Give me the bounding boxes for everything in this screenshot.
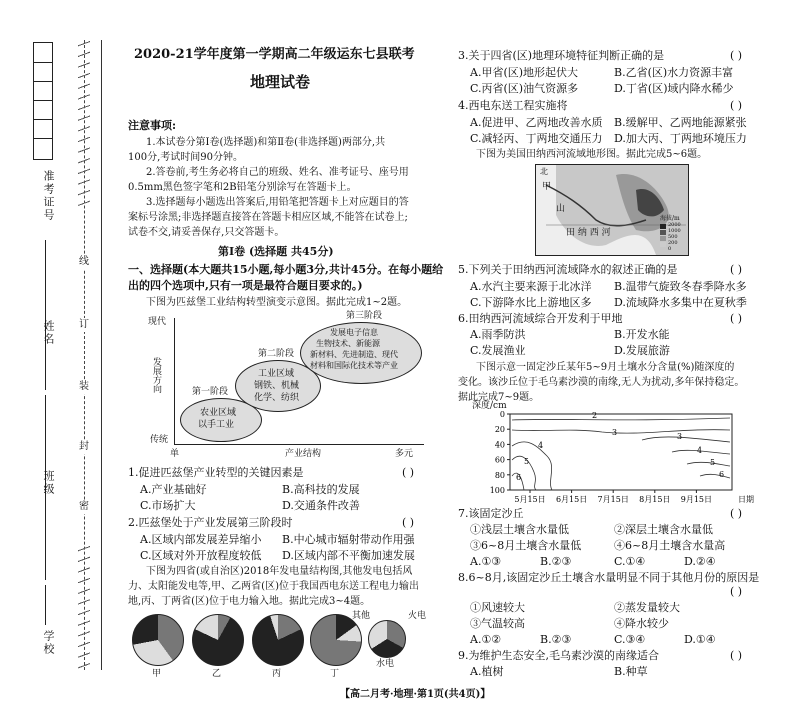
notice-line-4: 0.5mm黑色签字笔和2B铅笔分别涂写在答题卡上。 bbox=[128, 182, 357, 193]
q8-statement-4: ④降水较少 bbox=[614, 617, 669, 630]
pie-label-bing: 丙 bbox=[272, 669, 282, 679]
q3-option-b[interactable]: B.乙省(区)水力资源丰富 bbox=[614, 66, 734, 79]
q8-stem: 8.6~8月,该固定沙丘土壤含水量明显不同于其他月份的原因是 bbox=[458, 571, 760, 584]
q2-option-d[interactable]: D.区域内部不平衡加速发展 bbox=[282, 549, 415, 562]
intro-q1: 下图为匹兹堡工业结构转型演变示意图。据此完成1~2题。 bbox=[146, 297, 408, 308]
q9-option-b[interactable]: B.种草 bbox=[614, 665, 648, 678]
q6-option-a[interactable]: A.雨季防洪 bbox=[470, 328, 526, 341]
pie-label-jia: 甲 bbox=[152, 669, 162, 679]
q3-option-d[interactable]: D.丁省(区)域内降水稀少 bbox=[614, 82, 734, 95]
fig1-stage2-text-3: 化学、纺织 bbox=[254, 393, 300, 403]
q2-option-c[interactable]: C.区域对外开放程度较低 bbox=[140, 549, 262, 562]
contour-line bbox=[642, 437, 730, 442]
fig1-stage3-text-2: 生物技术、新能源 bbox=[316, 339, 380, 348]
fig1-stage2-text-2: 钢铁、机械 bbox=[254, 381, 300, 391]
page-footer: 【高二月考·地理·第1页(共4页)】 bbox=[340, 689, 491, 700]
subject-title: 地理试卷 bbox=[250, 73, 311, 91]
q6-option-b[interactable]: B.开发水能 bbox=[614, 328, 670, 341]
id-number-label: 准考证号 bbox=[42, 170, 55, 222]
q5-answer-paren[interactable]: ( ) bbox=[730, 263, 743, 276]
id-number-boxes[interactable] bbox=[33, 42, 53, 160]
contour-value-label: 4 bbox=[697, 446, 703, 455]
map-legend-1000: 1000 bbox=[668, 228, 681, 234]
chart-x-tick-label: 6月15日 bbox=[555, 495, 588, 504]
map-legend-2000: 2000 bbox=[668, 222, 681, 228]
binding-border-line bbox=[101, 40, 102, 670]
chart-x-tick-label: 8月15日 bbox=[639, 495, 671, 504]
map-legend-title: 海拔/m bbox=[660, 215, 680, 222]
seal-char-xian: 线 bbox=[79, 256, 89, 267]
fig1-stage2-text-1: 工业区域 bbox=[258, 369, 295, 379]
pie-legend-other: 其他 bbox=[352, 611, 371, 621]
q7-option-a[interactable]: A.①③ bbox=[470, 555, 502, 568]
chart-y-tick-label: 0 bbox=[499, 410, 505, 419]
contour-value-label: 5 bbox=[710, 458, 716, 467]
fig1-stage3-text-1: 发展电子信息 bbox=[330, 328, 378, 337]
contour-line bbox=[700, 474, 730, 478]
q1-option-b[interactable]: B.高科技的发展 bbox=[282, 483, 360, 496]
q8-option-b[interactable]: B.②③ bbox=[540, 633, 572, 646]
chart-y-tick-label: 20 bbox=[494, 425, 505, 435]
q7-statement-3: ③6~8月土壤含水量低 bbox=[470, 539, 582, 552]
fig1-x-right: 多元 bbox=[395, 449, 414, 459]
contour-value-label: 5 bbox=[524, 457, 530, 466]
fig1-y-axis bbox=[174, 318, 175, 444]
notice-line-7: 试卷不交,请妥善保存,只交答题卡。 bbox=[128, 227, 285, 238]
pie-label-ding: 丁 bbox=[330, 669, 340, 679]
notice-line-2: 100分,考试时间90分钟。 bbox=[128, 152, 243, 163]
seal-slashes-top bbox=[78, 40, 90, 210]
chart-ylabel: 深度/cm bbox=[472, 401, 507, 411]
pie-yi bbox=[192, 614, 244, 666]
q4-option-a[interactable]: A.促进甲、乙两地改善水质 bbox=[470, 116, 603, 129]
fig1-stage1-text-1: 农业区域 bbox=[200, 408, 237, 418]
map-label-shan: 山 bbox=[556, 204, 566, 214]
q1-answer-paren[interactable]: ( ) bbox=[402, 466, 415, 479]
q2-answer-paren[interactable]: ( ) bbox=[402, 516, 415, 529]
soil-moisture-chart bbox=[472, 401, 772, 510]
notice-line-5: 3.选择题每小题选出答案后,用铅笔把答题卡上对应题目的答 bbox=[146, 197, 409, 208]
chart-y-tick-label: 40 bbox=[494, 440, 505, 450]
map-label-river: 田 纳 西 河 bbox=[566, 228, 611, 238]
school-label: 学校 bbox=[42, 630, 55, 656]
q4-option-d[interactable]: D.加大丙、丁两地环境压力 bbox=[614, 132, 747, 145]
q4-option-c[interactable]: C.减轻丙、丁两地交通压力 bbox=[470, 132, 603, 145]
contour-line bbox=[512, 430, 730, 433]
intro-q3-line-2: 力、太阳能发电等,甲、乙两省(区)位于我国西电东送工程电力输出 bbox=[128, 581, 419, 592]
contour-line bbox=[512, 418, 730, 420]
fig1-pittsburgh bbox=[140, 312, 430, 462]
name-label: 姓名 bbox=[42, 320, 55, 346]
q9-answer-paren[interactable]: ( ) bbox=[730, 649, 743, 662]
q6-option-d[interactable]: D.发展旅游 bbox=[614, 344, 670, 357]
notice-line-6: 案标号涂黑;非选择题直接答在答题卡相应区域,不能答在试卷上; bbox=[128, 212, 408, 223]
q4-stem: 4.西电东送工程实施将 bbox=[458, 99, 568, 112]
q8-option-a[interactable]: A.①② bbox=[470, 633, 502, 646]
q9-stem: 9.为维护生态安全,毛乌素沙漠的南缘适合 bbox=[458, 649, 659, 662]
q8-statement-1: ①风速较大 bbox=[470, 601, 525, 614]
intro-q7-line-1: 下图示意一固定沙丘某年5~9月土壤水分含量(%)随深度的 bbox=[476, 362, 735, 373]
q5-option-b[interactable]: B.温带气旋致冬春季降水多 bbox=[614, 280, 747, 293]
q3-option-c[interactable]: C.丙省(区)油气资源多 bbox=[470, 82, 579, 95]
q8-answer-paren[interactable]: ( ) bbox=[730, 585, 743, 598]
fig1-stage1-text-2: 以手工业 bbox=[198, 420, 235, 430]
map-label-jia: 甲 bbox=[542, 182, 552, 192]
intro-q3-line-3: 地,丙、丁两省(区)位于电力输入地。据此完成3~4题。 bbox=[128, 596, 371, 607]
q4-option-b[interactable]: B.缓解甲、乙两地能源紧张 bbox=[614, 116, 747, 129]
seal-char-zhuang: 装 bbox=[79, 381, 89, 392]
q8-option-c[interactable]: C.③④ bbox=[614, 633, 646, 646]
q5-option-c[interactable]: C.下游降水比上游地区多 bbox=[470, 296, 592, 309]
chart-x-end-label: 日期 bbox=[738, 495, 754, 504]
fig1-stage2-label: 第二阶段 bbox=[258, 349, 295, 359]
pie-legend-fire: 火电 bbox=[408, 611, 427, 621]
seal-slashes-bottom bbox=[78, 545, 90, 670]
q2-option-b[interactable]: B.中心城市辐射带动作用强 bbox=[282, 533, 415, 546]
chart-x-tick-label: 5月15日 bbox=[514, 495, 546, 504]
q3-stem: 3.关于四省(区)地理环境特征判断正确的是 bbox=[458, 49, 665, 62]
section-line-1: 一、选择题(本大题共15小题,每小题3分,共计45分。在每小题给 bbox=[128, 263, 444, 276]
chart-y-tick-label: 80 bbox=[494, 470, 505, 480]
q8-option-d[interactable]: D.①④ bbox=[684, 633, 716, 646]
q5-option-a[interactable]: A.水汽主要来源于北冰洋 bbox=[470, 280, 592, 293]
q1-stem: 1.促进匹兹堡产业转型的关键因素是 bbox=[128, 466, 304, 479]
soil-moisture-svg bbox=[472, 406, 772, 510]
map-north: 北 bbox=[540, 167, 548, 176]
fig1-stage3-text-4: 材料和国际化技术等产业 bbox=[310, 361, 398, 370]
chart-x-tick-label: 7月15日 bbox=[597, 495, 629, 504]
q7-statement-4: ④6~8月土壤含水量高 bbox=[614, 539, 726, 552]
chart-x-tick-label: 9月15日 bbox=[680, 495, 713, 504]
notice-line-1: 1.本试卷分第Ⅰ卷(选择题)和第Ⅱ卷(非选择题)两部分,共 bbox=[146, 137, 386, 148]
seal-char-mi: 密 bbox=[79, 501, 89, 512]
q6-answer-paren[interactable]: ( ) bbox=[730, 312, 743, 325]
fig1-stage1-label: 第一阶段 bbox=[192, 387, 229, 397]
q7-option-d[interactable]: D.②④ bbox=[684, 555, 716, 568]
school-line bbox=[45, 585, 46, 625]
exam-title: 2020-21学年度第一学期高二年级运东七县联考 bbox=[134, 47, 415, 62]
contour-line bbox=[512, 442, 552, 490]
chart-y-tick-label: 100 bbox=[489, 486, 505, 495]
pie-legend-hydro: 水电 bbox=[376, 659, 395, 669]
fig1-y-mid: 发展方向 bbox=[151, 357, 161, 393]
pie-label-yi: 乙 bbox=[212, 669, 222, 679]
pie-legend bbox=[368, 620, 406, 658]
q1-option-d[interactable]: D.交通条件改善 bbox=[282, 499, 360, 512]
chart-y-tick-label: 60 bbox=[494, 455, 505, 465]
map-legend-200: 200 bbox=[668, 240, 678, 246]
class-label: 班级 bbox=[42, 470, 55, 496]
q5-stem: 5.下列关于田纳西河流域降水的叙述正确的是 bbox=[458, 263, 678, 276]
q1-option-a[interactable]: A.产业基础好 bbox=[140, 483, 207, 496]
contour-value-label: 6 bbox=[719, 470, 725, 479]
q2-option-a[interactable]: A.区域内部发展差异缩小 bbox=[140, 533, 262, 546]
contour-value-label: 2 bbox=[592, 411, 598, 420]
fig1-stage3-label: 第三阶段 bbox=[346, 311, 383, 321]
q3-answer-paren[interactable]: ( ) bbox=[730, 49, 743, 62]
q7-answer-paren[interactable]: ( ) bbox=[730, 507, 743, 520]
q7-option-c[interactable]: C.①④ bbox=[614, 555, 646, 568]
fig1-x-axis bbox=[174, 444, 424, 445]
contour-line bbox=[687, 462, 730, 466]
pie-jia bbox=[132, 614, 184, 666]
intro-q7-line-3: 据此完成7~9题。 bbox=[458, 392, 540, 403]
q9-option-a[interactable]: A.植树 bbox=[470, 665, 504, 678]
fig1-y-top: 现代 bbox=[148, 317, 167, 327]
contour-value-label: 3 bbox=[612, 428, 618, 437]
q7-statement-1: ①浅层土壤含水量低 bbox=[470, 523, 569, 536]
fig1-y-bottom: 传统 bbox=[150, 435, 169, 445]
notice-line-3: 2.答卷前,考生务必将自己的班级、姓名、准考证号、座号用 bbox=[146, 167, 409, 178]
q1-option-c[interactable]: C.市场扩大 bbox=[140, 499, 196, 512]
section-line-2: 出的四个选项中,只有一项是最符合题目要求的。) bbox=[128, 279, 363, 292]
q8-statement-2: ②蒸发量较大 bbox=[614, 601, 680, 614]
q7-option-b[interactable]: B.②③ bbox=[540, 555, 572, 568]
q7-stem: 7.该固定沙丘 bbox=[458, 507, 524, 520]
intro-q3-line-1: 下图为四省(或自治区)2018年发电量结构图,其他发电包括风 bbox=[146, 566, 413, 577]
q7-statement-2: ②深层土壤含水量低 bbox=[614, 523, 713, 536]
fig1-stage3-text-3: 新材料、先进制造、现代 bbox=[310, 350, 398, 359]
q3-option-a[interactable]: A.甲省(区)地形起伏大 bbox=[470, 66, 579, 79]
map-legend bbox=[660, 215, 688, 254]
q4-answer-paren[interactable]: ( ) bbox=[730, 99, 743, 112]
seal-char-feng: 封 bbox=[79, 441, 89, 452]
q2-stem: 2.匹兹堡处于产业发展第三阶段时 bbox=[128, 516, 293, 529]
fig1-x-left: 单 bbox=[170, 449, 180, 459]
contour-value-label: 4 bbox=[538, 441, 544, 450]
name-line bbox=[45, 240, 46, 390]
map-legend-0: 0 bbox=[668, 246, 672, 252]
contour-value-label: 3 bbox=[677, 432, 683, 441]
contour-value-label: 6 bbox=[516, 473, 522, 482]
notice-heading: 注意事项: bbox=[128, 119, 177, 132]
q5-option-d[interactable]: D.流域降水多集中在夏秋季 bbox=[614, 296, 747, 309]
q6-option-c[interactable]: C.发展渔业 bbox=[470, 344, 526, 357]
q8-statement-3: ③气温较高 bbox=[470, 617, 525, 630]
fig1-x-mid: 产业结构 bbox=[285, 449, 322, 459]
seal-char-ding: 订 bbox=[79, 319, 89, 330]
map-legend-500: 500 bbox=[668, 234, 678, 240]
pie-bing bbox=[252, 614, 304, 666]
q6-stem: 6.田纳西河流域综合开发利于甲地 bbox=[458, 312, 623, 325]
intro-q7-line-2: 变化。该沙丘位于毛乌素沙漠的南缘,无人为扰动,多年保持稳定。 bbox=[458, 377, 745, 388]
intro-q5: 下图为美国田纳西河流域地形图。据此完成5~6题。 bbox=[476, 149, 708, 160]
part1-heading: 第Ⅰ卷 (选择题 共45分) bbox=[218, 245, 334, 258]
